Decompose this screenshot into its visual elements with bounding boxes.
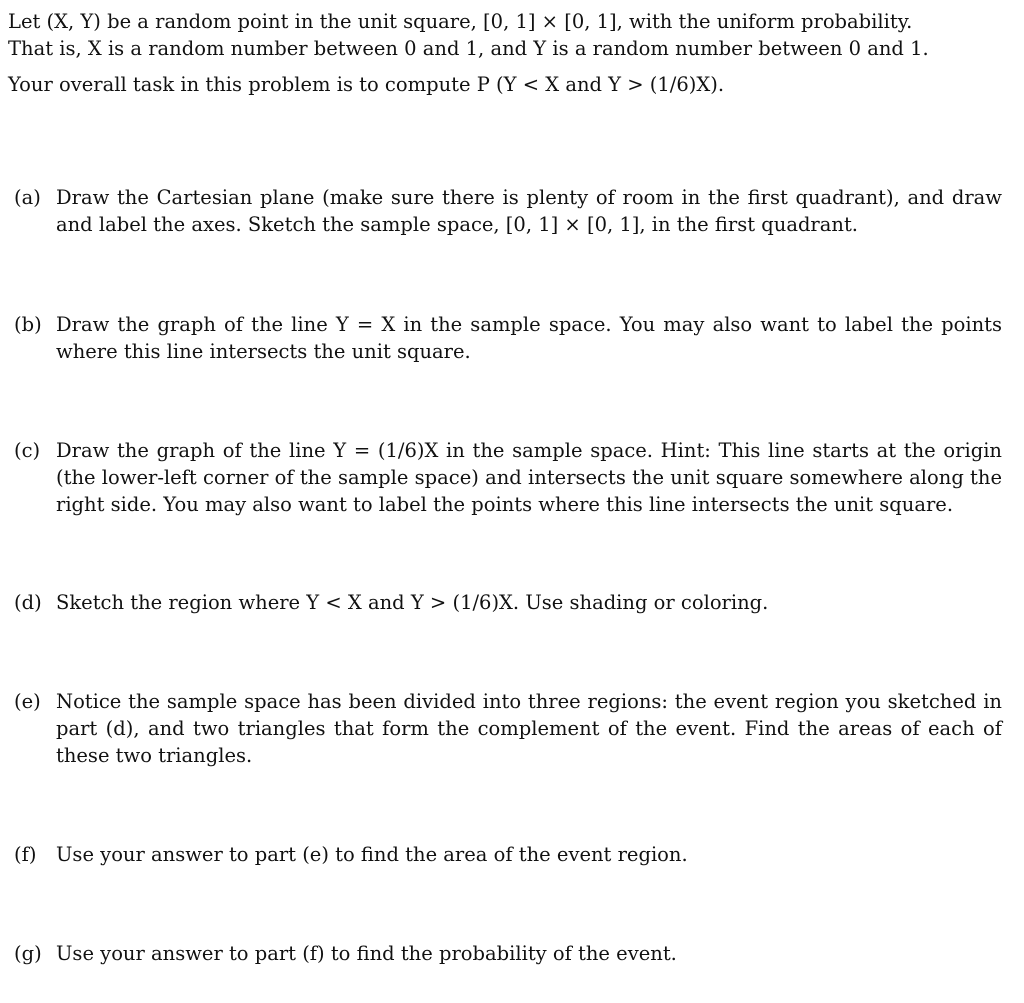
part-b [14, 311, 1002, 365]
intro-task-statement: Your overall task in this problem is to compute P (Y < X and Y > (1/6)X). [8, 73, 725, 96]
part-d [14, 589, 1002, 616]
part-e [14, 688, 1002, 769]
part-d-label: (d) [14, 591, 42, 614]
part-c [14, 437, 1002, 518]
intro-line-1: Let (X, Y) be a random point in the unit square, [0, 1] × [0, 1], with the uniform probability. [8, 10, 913, 33]
part-g-label: (g) [14, 942, 42, 965]
part-a-text: Draw the Cartesian plane (make sure there is plenty of room in the first quadrant), and draw and label the axes. Sketch the sample space, [0, 1] × [0, 1], in the first quadrant. [56, 186, 1002, 236]
part-b-label: (b) [14, 313, 42, 336]
part-f-label: (f) [14, 843, 37, 866]
part-c-label: (c) [14, 439, 41, 462]
part-f [14, 841, 1002, 868]
part-f-text: Use your answer to part (e) to find the area of the event region. [56, 843, 688, 866]
part-g-text: Use your answer to part (f) to find the probability of the event. [56, 942, 677, 965]
part-a-label: (a) [14, 186, 41, 209]
part-a [14, 184, 1002, 238]
part-c-text: Draw the graph of the line Y = (1/6)X in the sample space. Hint: This line starts at the origin (the lower-left corner of the sample space) and intersects the unit square somewhere along the right side. You may also want to label the points where this line intersects the unit square. [56, 439, 1002, 516]
part-e-text: Notice the sample space has been divided into three regions: the event region you sketched in part (d), and two triangles that form the complement of the event. Find the areas of each of these two triangles. [56, 690, 1002, 767]
part-d-text: Sketch the region where Y < X and Y > (1/6)X. Use shading or coloring. [56, 591, 769, 614]
part-e-label: (e) [14, 690, 41, 713]
part-g [14, 940, 1002, 967]
part-b-text: Draw the graph of the line Y = X in the sample space. You may also want to label the points where this line intersects the unit square. [56, 313, 1002, 363]
intro-line-2: That is, X is a random number between 0 and 1, and Y is a random number between 0 and 1. [8, 37, 929, 60]
